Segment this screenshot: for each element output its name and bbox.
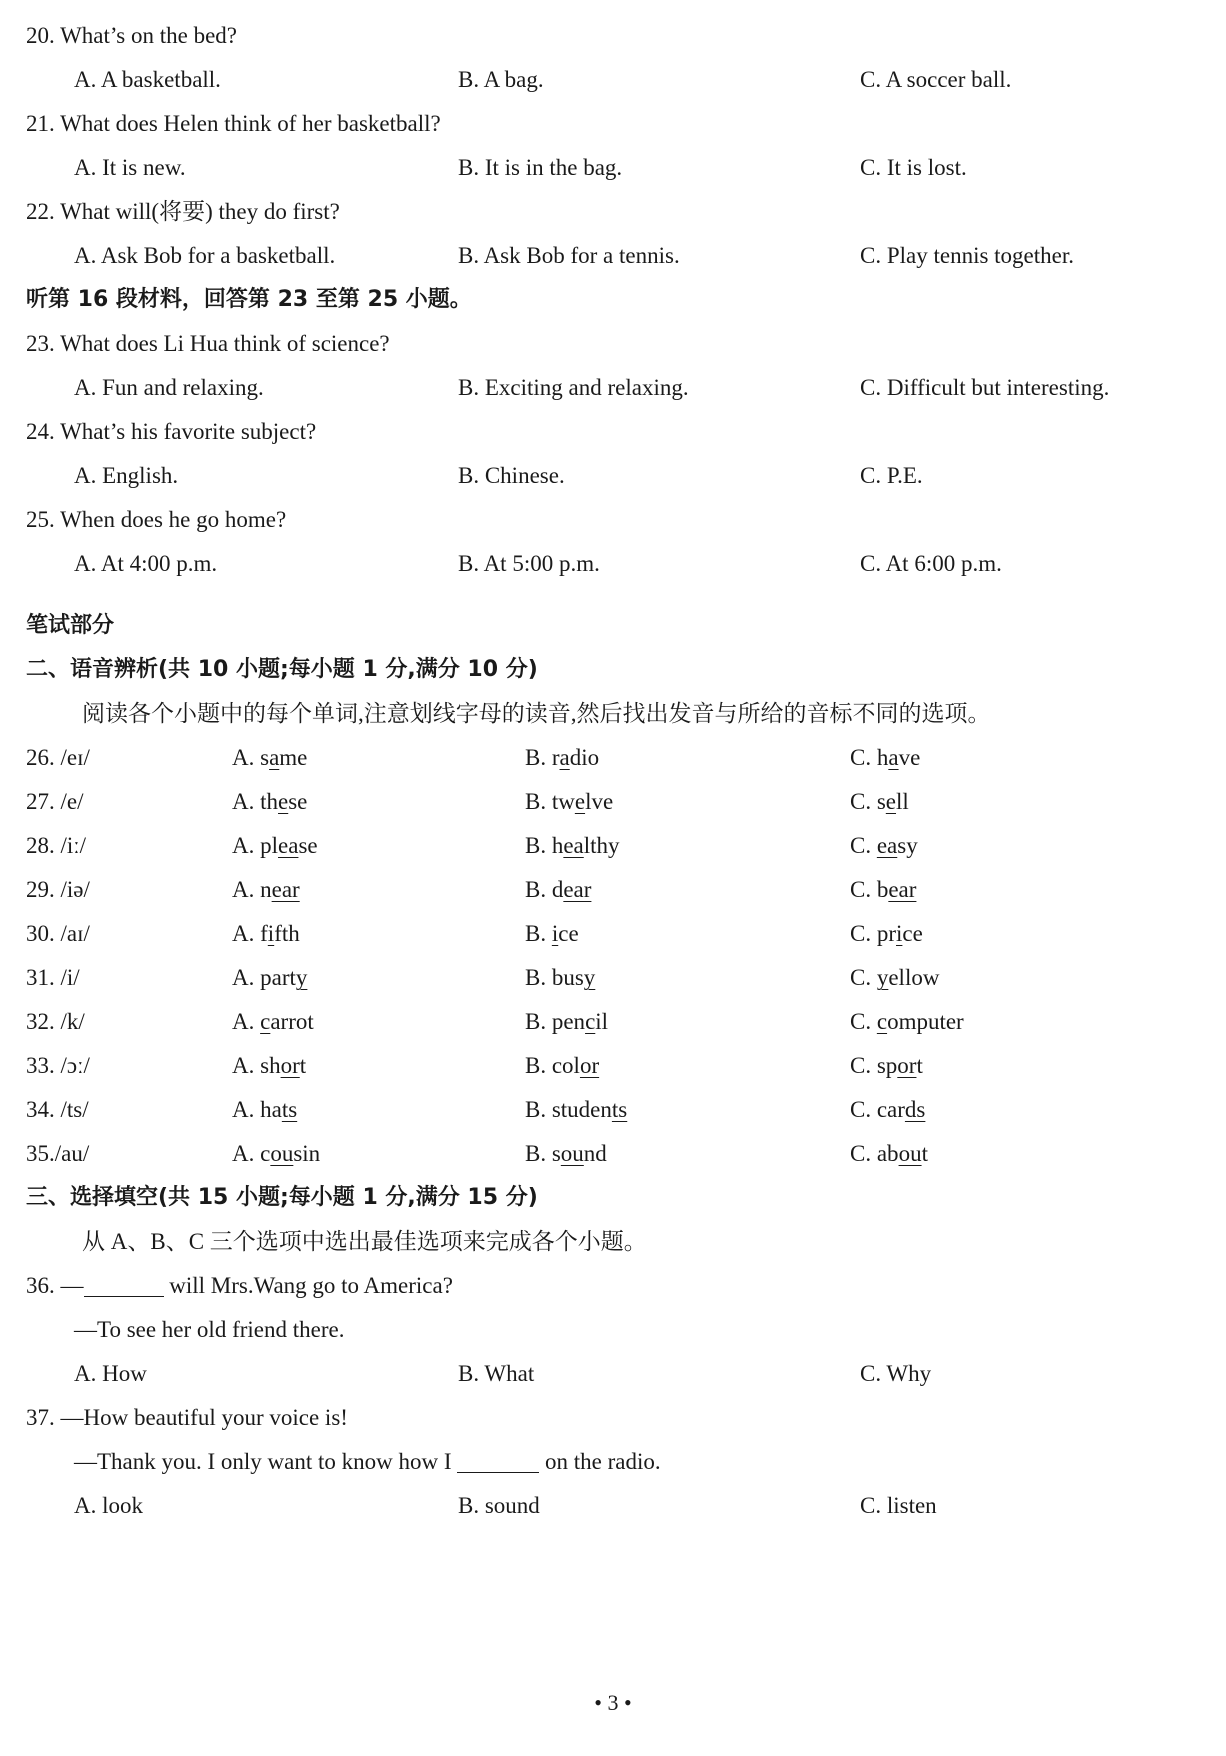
mc-heading-row	[0, 1178, 1226, 1218]
underlined-letters: or	[579, 1053, 600, 1078]
question-37	[0, 1398, 1226, 1438]
underlined-letters: ou	[270, 1141, 294, 1166]
word-part: se	[288, 789, 308, 814]
option-b	[525, 782, 613, 822]
word-part: B.	[525, 789, 552, 814]
option-c	[850, 958, 939, 998]
underlined-letters: e	[278, 789, 289, 814]
question-24	[0, 412, 1226, 452]
word-part: B.	[525, 1097, 552, 1122]
question-stem: 37. —How beautiful your voice is!	[26, 1405, 348, 1430]
phonetic-symbol: 26. /eɪ/	[26, 745, 90, 770]
question-36	[0, 1266, 1226, 1306]
underlined-letters: i	[267, 921, 275, 946]
word-part: C.	[850, 921, 877, 946]
written-part-heading: 笔试部分	[26, 613, 115, 638]
phonetic-symbol: 33. /ɔː/	[26, 1053, 90, 1078]
word-part: s	[551, 1141, 561, 1166]
option-c: C. Difficult but interesting.	[860, 375, 1110, 400]
option-c: C. At 6:00 p.m.	[860, 551, 1002, 576]
option-a	[232, 826, 318, 866]
option-c: C. listen	[860, 1493, 937, 1518]
option-b: B. At 5:00 p.m.	[458, 551, 600, 576]
question-stem: 21. What does Helen think of her basketball?	[26, 111, 441, 136]
word-part: tw	[551, 789, 575, 814]
option-b	[525, 1002, 608, 1042]
option-c	[850, 914, 923, 954]
underlined-letters: i	[551, 921, 559, 946]
option-a	[232, 1134, 320, 1174]
underlined-letters: ts	[281, 1097, 298, 1122]
question-stem: 20. What’s on the bed?	[26, 23, 237, 48]
option-c: C. A soccer ball.	[860, 67, 1012, 92]
question-37-reply	[0, 1442, 1226, 1482]
question-stem: 25. When does he go home?	[26, 507, 287, 532]
word-part: C.	[850, 1009, 877, 1034]
phonetics-heading-row	[0, 650, 1226, 690]
word-part: r	[551, 745, 560, 770]
option-a	[232, 1002, 314, 1042]
word-part: sp	[876, 1053, 898, 1078]
option-b: B. Ask Bob for a tennis.	[458, 243, 680, 268]
option-b	[525, 1046, 599, 1086]
word-part: il	[595, 1009, 609, 1034]
reply-after-blank: on the radio.	[539, 1449, 661, 1474]
option-c	[850, 870, 916, 910]
word-part: col	[551, 1053, 580, 1078]
question-stem: 24. What’s his favorite subject?	[26, 419, 317, 444]
word-part: A.	[232, 1097, 261, 1122]
reply-text: —To see her old friend there.	[74, 1317, 345, 1342]
option-a	[232, 1046, 306, 1086]
word-part: s	[876, 789, 886, 814]
options-24	[0, 456, 1226, 496]
word-part: se	[298, 833, 318, 858]
underlined-letters: a	[269, 745, 280, 770]
phonetics-question	[0, 914, 1226, 954]
word-part: B.	[525, 1053, 552, 1078]
word-part: d	[551, 877, 564, 902]
reply-before-blank: —Thank you. I only want to know how I	[74, 1449, 458, 1474]
phonetics-question	[0, 738, 1226, 778]
phonetic-symbol: 32. /k/	[26, 1009, 85, 1034]
phonetics-question	[0, 958, 1226, 998]
question-25	[0, 500, 1226, 540]
option-a: A. Ask Bob for a basketball.	[74, 243, 336, 268]
option-a: A. Fun and relaxing.	[74, 375, 264, 400]
word-part: n	[260, 877, 272, 902]
word-part: ellow	[888, 965, 940, 990]
section-16-heading-row	[0, 280, 1226, 320]
phonetics-instruction: 阅读各个小题中的每个单词,注意划线字母的读音,然后找出发音与所给的音标不同的选项。	[82, 701, 991, 726]
option-b: B. sound	[458, 1493, 540, 1518]
question-22	[0, 192, 1226, 232]
reply-text	[74, 1442, 661, 1482]
word-part: ve	[898, 745, 921, 770]
word-part: t	[299, 1053, 307, 1078]
underlined-letters: y	[295, 965, 308, 990]
word-part: C.	[850, 833, 877, 858]
word-part: c	[260, 1141, 271, 1166]
option-c	[850, 1046, 923, 1086]
answer-blank	[84, 1272, 164, 1297]
option-c	[850, 782, 909, 822]
word-part: arrot	[270, 1009, 314, 1034]
section-16-heading: 听第 16 段材料，回答第 23 至第 25 小题。	[26, 287, 472, 312]
word-part: fth	[274, 921, 300, 946]
word-part: f	[260, 921, 268, 946]
word-part: A.	[232, 1053, 261, 1078]
phonetics-question	[0, 782, 1226, 822]
option-a: A. It is new.	[74, 155, 186, 180]
question-text: will Mrs.Wang go to America?	[163, 1273, 453, 1298]
underlined-letters: c	[876, 1009, 888, 1034]
question-number: 36. —	[26, 1273, 84, 1298]
option-b	[525, 738, 599, 778]
word-part: pr	[876, 921, 897, 946]
options-21	[0, 148, 1226, 188]
word-part: C.	[850, 877, 877, 902]
phonetics-instruction-row	[0, 694, 1226, 734]
underlined-letters: c	[260, 1009, 271, 1034]
options-20	[0, 60, 1226, 100]
underlined-letters: ea	[876, 833, 898, 858]
word-part: B.	[525, 1141, 552, 1166]
word-part: lthy	[583, 833, 620, 858]
underlined-letters: ou	[898, 1141, 922, 1166]
option-b: B. Exciting and relaxing.	[458, 375, 689, 400]
option-c: C. Play tennis together.	[860, 243, 1075, 268]
word-part: B.	[525, 921, 552, 946]
phonetics-section-heading: 二、语音辨析(共 10 小题;每小题 1 分,满分 10 分)	[26, 657, 538, 682]
page-number: • 3 •	[594, 1690, 632, 1715]
word-part: B.	[525, 1009, 552, 1034]
question-21	[0, 104, 1226, 144]
word-part: nd	[583, 1141, 607, 1166]
word-part: C.	[850, 745, 877, 770]
word-part: C.	[850, 789, 877, 814]
mc-section-heading: 三、选择填空(共 15 小题;每小题 1 分,满分 15 分)	[26, 1185, 538, 1210]
word-part: b	[876, 877, 889, 902]
word-part: B.	[525, 877, 552, 902]
option-b	[525, 826, 620, 866]
question-36-reply	[0, 1310, 1226, 1350]
option-b	[525, 1134, 607, 1174]
mc-instruction: 从 A、B、C 三个选项中选出最佳选项来完成各个小题。	[82, 1229, 647, 1254]
option-b: B. A bag.	[458, 67, 544, 92]
word-part: pl	[260, 833, 279, 858]
options-25	[0, 544, 1226, 584]
option-b	[525, 1090, 627, 1130]
option-c: C. Why	[860, 1361, 932, 1386]
word-part: ll	[896, 789, 909, 814]
option-a	[232, 914, 300, 954]
underlined-letters: a	[888, 745, 899, 770]
options-36	[0, 1354, 1226, 1394]
word-part: part	[260, 965, 296, 990]
word-part: A.	[232, 789, 261, 814]
word-part: lve	[585, 789, 614, 814]
phonetics-question	[0, 1090, 1226, 1130]
underlined-letters: or	[897, 1053, 917, 1078]
word-part: C.	[850, 1097, 877, 1122]
option-b	[525, 870, 591, 910]
phonetics-question	[0, 1046, 1226, 1086]
word-part: A.	[232, 877, 261, 902]
word-part: ce	[902, 921, 923, 946]
question-stem	[26, 1266, 453, 1306]
underlined-letters: or	[280, 1053, 300, 1078]
options-22	[0, 236, 1226, 276]
underlined-letters: ear	[888, 877, 917, 902]
options-37	[0, 1486, 1226, 1526]
word-part: s	[260, 745, 270, 770]
underlined-letters: a	[559, 745, 570, 770]
underlined-letters: y	[876, 965, 889, 990]
word-part: B.	[525, 965, 552, 990]
mc-instruction-row	[0, 1222, 1226, 1262]
word-part: ha	[260, 1097, 282, 1122]
option-b: B. It is in the bag.	[458, 155, 623, 180]
phonetics-question	[0, 1002, 1226, 1042]
word-part: th	[260, 789, 279, 814]
word-part: A.	[232, 921, 261, 946]
question-stem: 22. What will(将要) they do first?	[26, 199, 340, 224]
option-a	[232, 782, 307, 822]
option-c	[850, 826, 918, 866]
underlined-letters: ou	[560, 1141, 584, 1166]
word-part: omputer	[887, 1009, 964, 1034]
question-23	[0, 324, 1226, 364]
word-part: sy	[897, 833, 918, 858]
option-c: C. P.E.	[860, 463, 923, 488]
option-b	[525, 958, 595, 998]
word-part: ab	[876, 1141, 899, 1166]
word-part: C.	[850, 965, 877, 990]
option-a	[232, 958, 307, 998]
word-part: sh	[260, 1053, 281, 1078]
option-c	[850, 1090, 925, 1130]
underlined-letters: e	[885, 789, 897, 814]
option-a: A. At 4:00 p.m.	[74, 551, 218, 576]
underlined-letters: i	[896, 921, 903, 946]
answer-blank	[457, 1448, 539, 1473]
word-part: me	[279, 745, 308, 770]
word-part: B.	[525, 745, 552, 770]
word-part: h	[551, 833, 564, 858]
underlined-letters: ear	[563, 877, 592, 902]
word-part: ce	[558, 921, 579, 946]
phonetic-symbol: 29. /iə/	[26, 877, 90, 902]
option-a: A. English.	[74, 463, 179, 488]
underlined-letters: ds	[904, 1097, 926, 1122]
underlined-letters: ts	[611, 1097, 628, 1122]
underlined-letters: ea	[563, 833, 584, 858]
word-part: t	[916, 1053, 923, 1078]
option-c: C. It is lost.	[860, 155, 967, 180]
option-c	[850, 738, 920, 778]
word-part: B.	[525, 833, 552, 858]
question-stem: 23. What does Li Hua think of science?	[26, 331, 390, 356]
phonetic-symbol: 28. /iː/	[26, 833, 87, 858]
option-a	[232, 1090, 297, 1130]
word-part: A.	[232, 965, 261, 990]
option-a: A. look	[74, 1493, 143, 1518]
word-part: A.	[232, 1141, 261, 1166]
option-a: A. A basketball.	[74, 67, 221, 92]
written-heading-row	[0, 606, 1226, 646]
word-part: C.	[850, 1141, 877, 1166]
option-b: B. What	[458, 1361, 535, 1386]
phonetic-symbol: 27. /e/	[26, 789, 84, 814]
option-c	[850, 1002, 964, 1042]
word-part: A.	[232, 833, 261, 858]
phonetics-question	[0, 870, 1226, 910]
word-part: A.	[232, 745, 261, 770]
phonetic-symbol: 35./au/	[26, 1141, 90, 1166]
option-b: B. Chinese.	[458, 463, 565, 488]
phonetic-symbol: 31. /i/	[26, 965, 80, 990]
word-part: bus	[551, 965, 584, 990]
word-part: pen	[551, 1009, 586, 1034]
word-part: dio	[569, 745, 600, 770]
phonetics-question	[0, 1134, 1226, 1174]
word-part: C.	[850, 1053, 877, 1078]
word-part: sin	[293, 1141, 321, 1166]
option-c	[850, 1134, 928, 1174]
options-23	[0, 368, 1226, 408]
option-b	[525, 914, 579, 954]
word-part: A.	[232, 1009, 261, 1034]
underlined-letters: e	[574, 789, 586, 814]
option-a: A. How	[74, 1361, 147, 1386]
question-20	[0, 16, 1226, 56]
phonetic-symbol: 30. /aɪ/	[26, 921, 90, 946]
underlined-letters: ea	[278, 833, 299, 858]
word-part: t	[921, 1141, 928, 1166]
option-a	[232, 870, 300, 910]
phonetics-question	[0, 826, 1226, 866]
phonetic-symbol: 34. /ts/	[26, 1097, 89, 1122]
underlined-letters: y	[583, 965, 596, 990]
underlined-letters: ear	[271, 877, 300, 902]
word-part: car	[876, 1097, 905, 1122]
option-a	[232, 738, 307, 778]
underlined-letters: c	[585, 1009, 596, 1034]
word-part: studen	[551, 1097, 612, 1122]
word-part: h	[876, 745, 889, 770]
